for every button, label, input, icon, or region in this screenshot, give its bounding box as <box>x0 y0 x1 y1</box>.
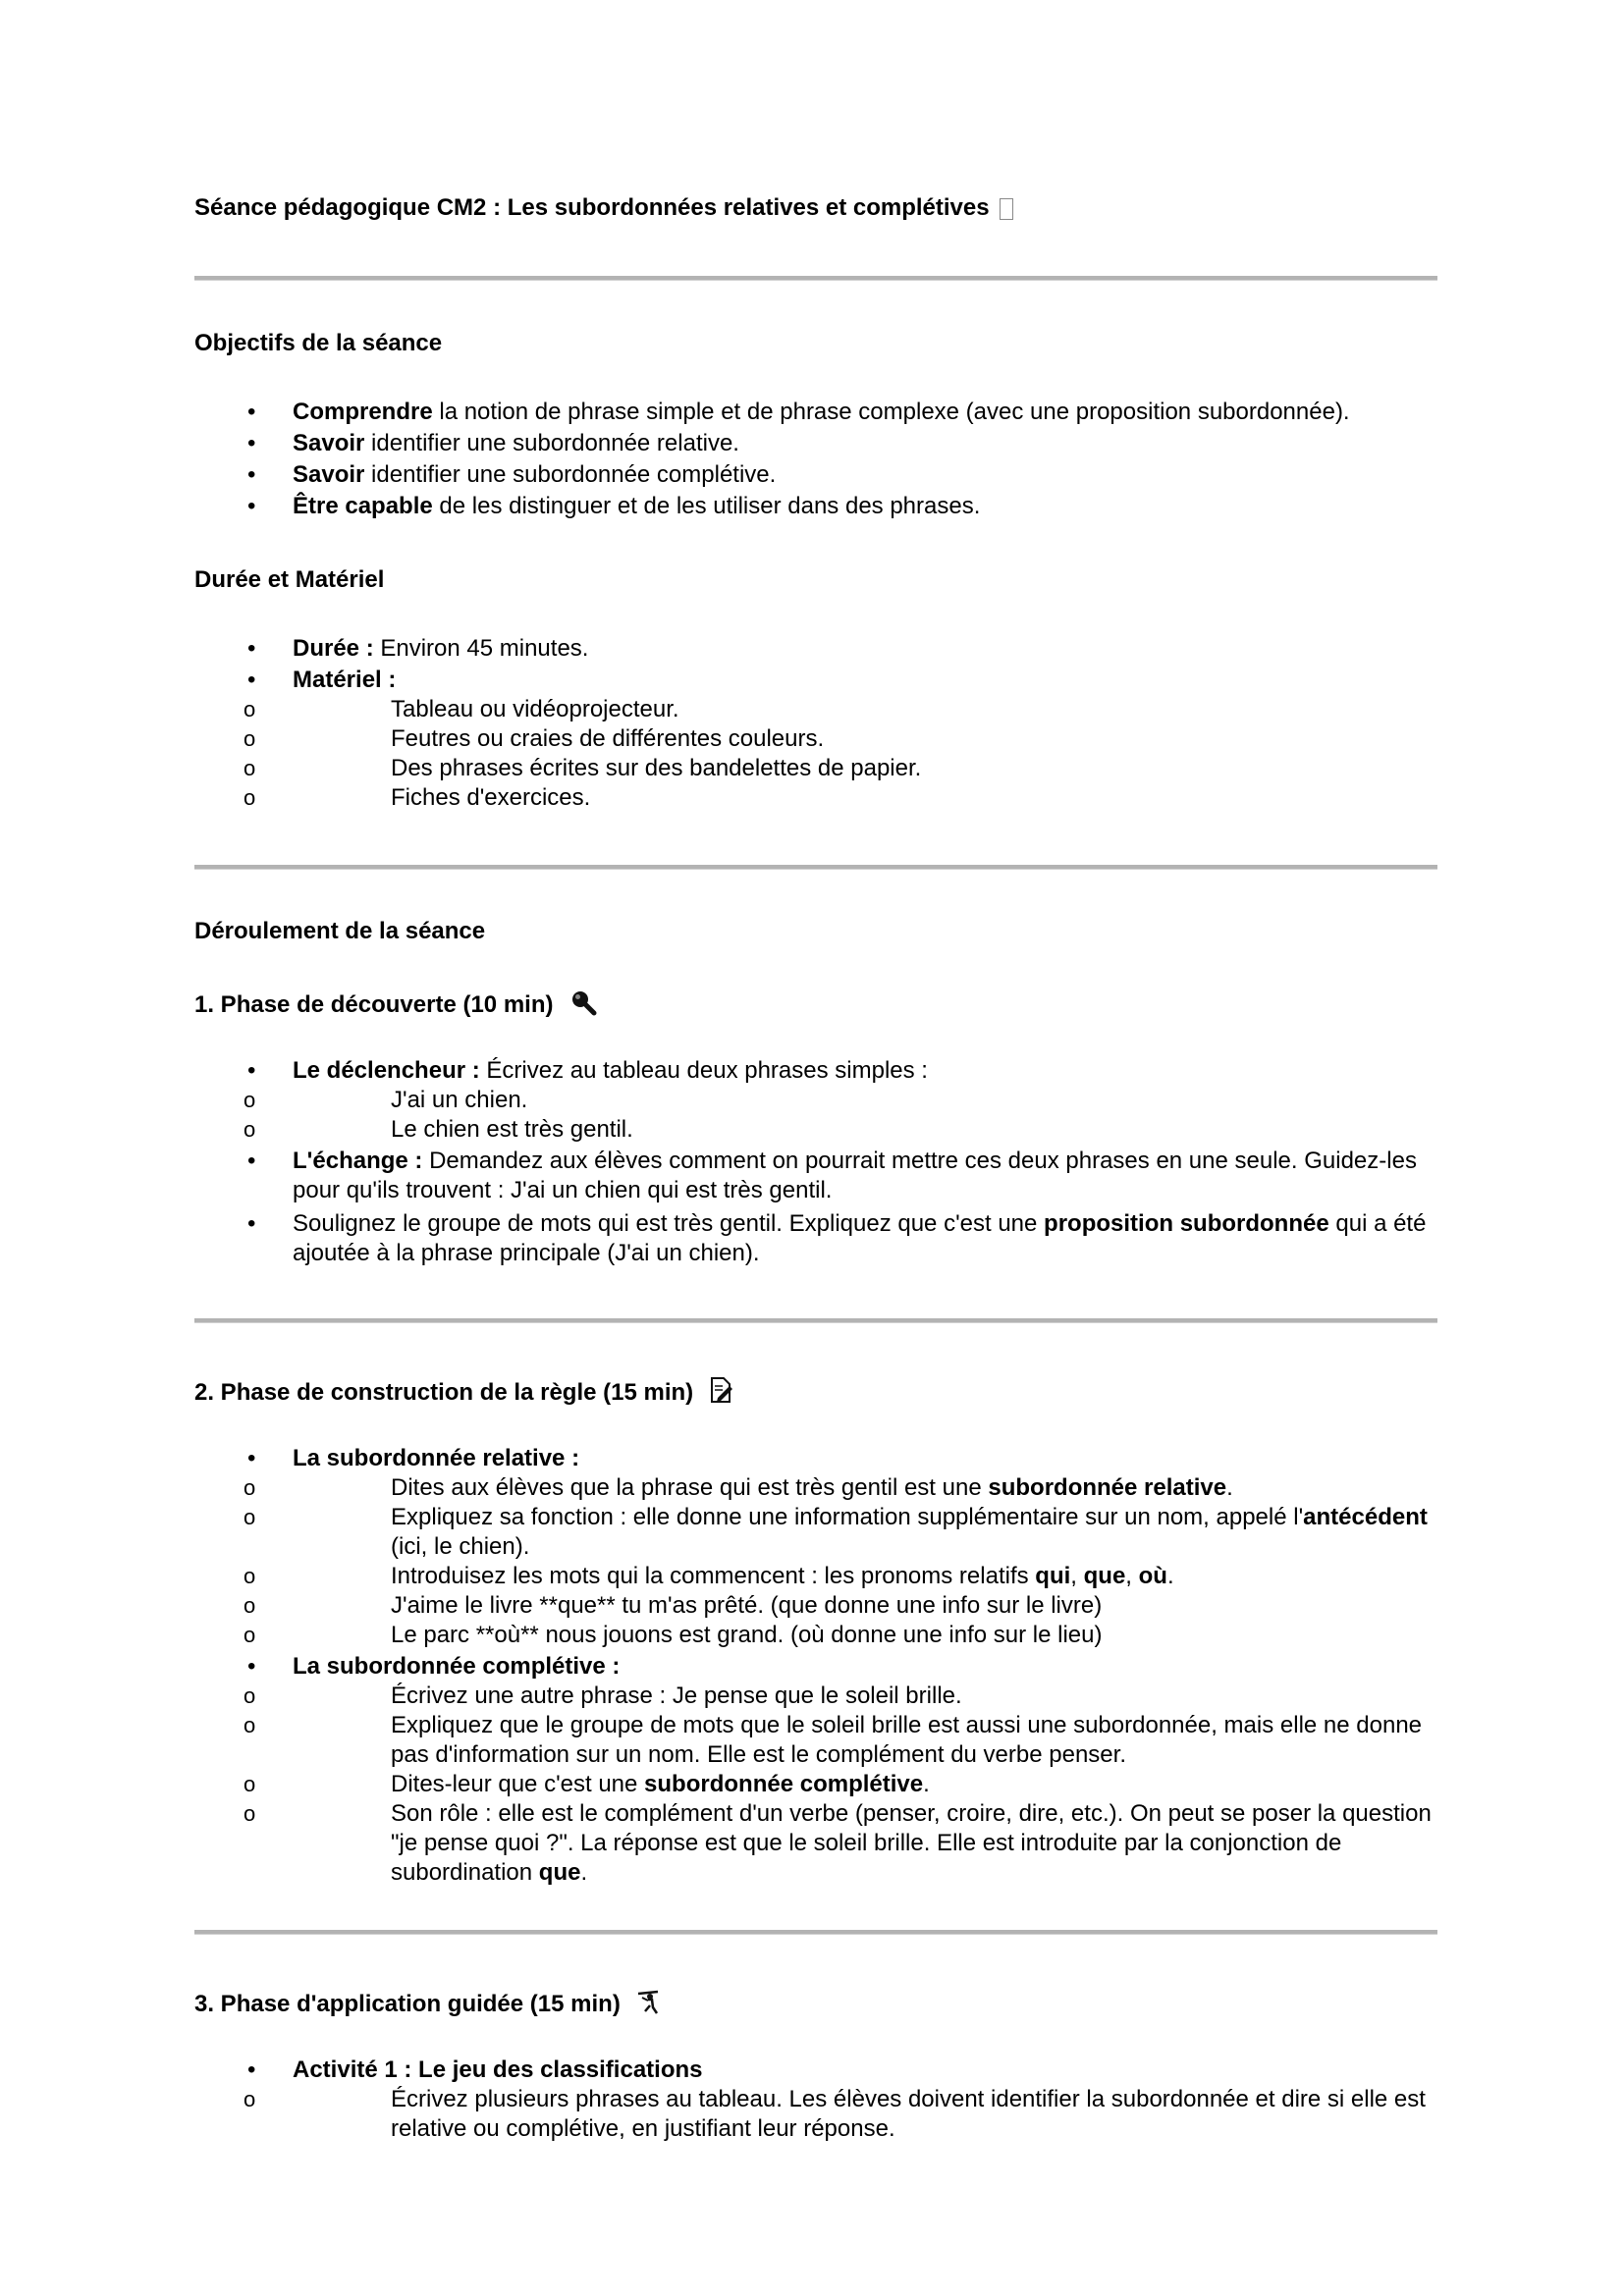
duree-materiel-list <box>194 634 1437 813</box>
declencheur-text: Écrivez au tableau deux phrases simples : <box>479 1057 928 1084</box>
phase1-heading-text: 1. Phase de découverte (10 min) <box>194 990 554 1018</box>
text: , <box>1070 1563 1084 1589</box>
relative-sublist <box>293 1473 1437 1650</box>
list-item-materiel <box>194 666 1437 813</box>
phase3-list <box>194 2056 1437 2144</box>
text: Dites-leur que c'est une <box>391 1771 645 1797</box>
completive-label: La subordonnée complétive : <box>293 1653 621 1680</box>
activite1-label: Activité 1 : Le jeu des classifications <box>293 2056 703 2083</box>
section-heading-deroulement: Déroulement de la séance <box>194 918 486 944</box>
list-item <box>194 398 1437 427</box>
sublist-item: o Écrivez une autre phrase : Je pense que le soleil brille. <box>194 1682 1437 1711</box>
phase2-heading <box>194 1376 733 1411</box>
list-item-relative <box>194 1444 1437 1650</box>
echange-text: Demandez aux élèves comment on pourrait mettre ces deux phrases en une seule. Guidez-les pour qu'ils trouvent : J'ai un chien qui est très gentil. <box>293 1148 1417 1203</box>
person-climbing-icon <box>636 1988 664 2022</box>
phase3-heading-text: 3. Phase d'application guidée (15 min) <box>194 1990 621 2017</box>
sublist-item <box>194 1770 1437 1799</box>
materiel-sublist <box>293 695 1437 813</box>
list-item-duree <box>194 634 1437 664</box>
soulignez-text-end: qui a été ajoutée à la phrase principale (J'ai un chien). <box>293 1210 1427 1266</box>
sublist-item <box>194 1562 1437 1591</box>
sublist-item <box>194 1503 1437 1562</box>
item-text: identifier une subordonnée complétive. <box>364 461 777 488</box>
soulignez-bold: proposition subordonnée <box>1044 1210 1329 1237</box>
page-title <box>194 194 1013 222</box>
list-item-echange <box>194 1147 1437 1205</box>
phase3-heading <box>194 1988 664 2022</box>
list-item <box>194 429 1437 458</box>
duree-value: Environ 45 minutes. <box>373 635 589 662</box>
relative-label: La subordonnée relative : <box>293 1445 580 1471</box>
list-item <box>194 492 1437 521</box>
item-bold: Savoir <box>293 430 365 456</box>
title-text: Séance pédagogique CM2 : Les subordonnées relatives et complétives <box>194 194 990 221</box>
sublist-item: o J'ai un chien. <box>194 1086 1437 1115</box>
sublist-item: o Tableau ou vidéoprojecteur. <box>194 695 1437 724</box>
list-item <box>194 460 1437 490</box>
divider <box>194 1318 1437 1323</box>
text: . <box>923 1771 930 1797</box>
bold-text: qui <box>1035 1563 1071 1589</box>
sublist-item: o Des phrases écrites sur des bandelettes de papier. <box>194 754 1437 783</box>
text: . <box>580 1859 588 1886</box>
section-heading-duree-materiel: Durée et Matériel <box>194 566 385 593</box>
sublist-item: o Le parc **où** nous jouons est grand. (où donne une info sur le lieu) <box>194 1621 1437 1650</box>
bold-text: antécédent <box>1303 1504 1428 1530</box>
phrases-sublist <box>293 1086 1437 1145</box>
sublist-item <box>194 1799 1437 1888</box>
item-bold: Comprendre <box>293 399 433 425</box>
text: , <box>1125 1563 1139 1589</box>
divider <box>194 865 1437 870</box>
bold-text: où <box>1138 1563 1167 1589</box>
sublist-item: o Écrivez plusieurs phrases au tableau. Les élèves doivent identifier la subordonnée et dire si elle est relative ou complétive, en justifiant leur réponse. <box>194 2085 1437 2144</box>
text: . <box>1166 1563 1174 1589</box>
memo-pencil-icon <box>710 1376 733 1411</box>
item-bold: Savoir <box>293 461 365 488</box>
list-item-completive <box>194 1652 1437 1888</box>
bold-text: que <box>538 1859 581 1886</box>
item-text: identifier une subordonnée relative. <box>364 430 739 456</box>
duree-label: Durée : <box>293 635 374 662</box>
completive-sublist <box>293 1682 1437 1888</box>
text: Introduisez les mots qui la commencent : les pronoms relatifs <box>391 1563 1036 1589</box>
sublist-item: o Expliquez que le groupe de mots que le soleil brille est aussi une subordonnée, mais elle ne donne pas d'information sur un nom. Elle est le complément du verbe penser. <box>194 1711 1437 1770</box>
list-item-declencheur <box>194 1056 1437 1145</box>
sublist-item: o Feutres ou craies de différentes couleurs. <box>194 724 1437 754</box>
materiel-label: Matériel : <box>293 667 397 693</box>
sublist-item <box>194 1473 1437 1503</box>
section-heading-objectifs: Objectifs de la séance <box>194 330 443 356</box>
bold-text: subordonnée relative <box>988 1474 1227 1501</box>
item-text: de les distinguer et de les utiliser dans des phrases. <box>432 493 981 519</box>
text: Son rôle : elle est le complément d'un verbe (penser, croire, dire, etc.). On peut se poser la question "je pense quoi ?". La réponse est que le soleil brille. Elle est introduite par la conjonction de subordination <box>391 1800 1432 1886</box>
item-bold: Être capable <box>293 493 433 519</box>
bold-text: subordonnée complétive <box>644 1771 924 1797</box>
list-item-soulignez <box>194 1209 1437 1268</box>
activite1-sublist <box>293 2085 1437 2144</box>
sublist-item: o Fiches d'exercices. <box>194 783 1437 813</box>
phase2-list <box>194 1444 1437 1888</box>
list-item-activite1 <box>194 2056 1437 2144</box>
phase1-heading <box>194 988 597 1023</box>
magnifying-glass-icon <box>569 988 597 1023</box>
echange-label: L'échange : <box>293 1148 423 1174</box>
missing-glyph-icon <box>1000 198 1013 220</box>
phase2-heading-text: 2. Phase de construction de la règle (15 min) <box>194 1378 694 1406</box>
phase1-list <box>194 1056 1437 1268</box>
divider <box>194 1930 1437 1935</box>
text: Expliquez sa fonction : elle donne une information supplémentaire sur un nom, appelé l' <box>391 1504 1304 1530</box>
objectifs-list <box>194 398 1437 521</box>
text: (ici, le chien). <box>391 1533 530 1560</box>
bold-text: que <box>1083 1563 1126 1589</box>
sublist-item: o J'aime le livre **que** tu m'as prêté. (que donne une info sur le livre) <box>194 1591 1437 1621</box>
item-text: la notion de phrase simple et de phrase complexe (avec une proposition subordonnée). <box>432 399 1350 425</box>
text: Dites aux élèves que la phrase qui est très gentil est une <box>391 1474 989 1501</box>
sublist-item: o Le chien est très gentil. <box>194 1115 1437 1145</box>
text: . <box>1226 1474 1233 1501</box>
soulignez-text: Soulignez le groupe de mots qui est très gentil. Expliquez que c'est une <box>293 1210 1045 1237</box>
declencheur-label: Le déclencheur : <box>293 1057 480 1084</box>
divider <box>194 276 1437 281</box>
